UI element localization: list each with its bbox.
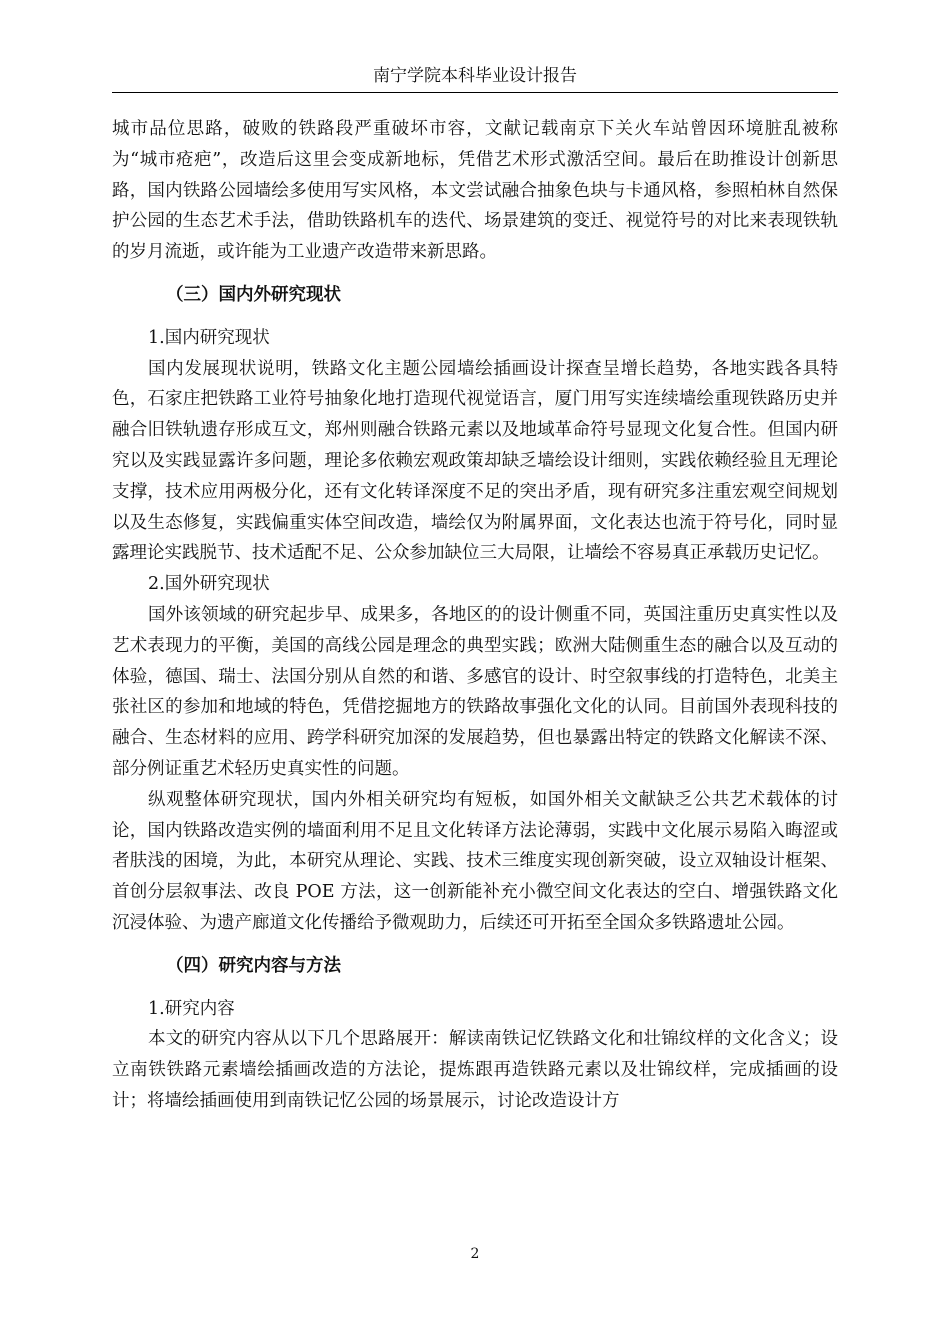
subheading-domestic: 1.国内研究现状 bbox=[148, 327, 270, 348]
page-body bbox=[112, 114, 838, 1117]
paragraph-overview: 纵观整体研究现状，国内外相关研究均有短板，如国外相关文献缺乏公共艺术载体的讨论，国内铁路改造实例的墙面利用不足且文化转译方法论薄弱，实践中文化展示易陷入晦涩或者肤浅的困境，为此，本研究从理论、实践、技术三维度实现创新突破，设立双轴设计框架、首创分层叙事法、改良 POE 方法，这一创新能补充小微空间文化表达的空白、增强铁路文化沉浸体验、为遗产廊道文化传播给予微观助力，后续还可开拓至全国众多铁路遗址公园。 bbox=[112, 789, 838, 933]
paragraph-foreign: 国外该领域的研究起步早、成果多，各地区的的设计侧重不同，英国注重历史真实性以及艺术表现力的平衡，美国的高线公园是理念的典型实践；欧洲大陆侧重生态的融合以及互动的体验，德国、瑞士、法国分别从自然的和谐、多感官的设计、时空叙事线的打造特色，北美主张社区的参加和地域的特色，凭借挖掘地方的铁路故事强化文化的认同。目前国外表现科技的融合、生态材料的应用、跨学科研究加深的发展趋势，但也暴露出特定的铁路文化解读不深、部分例证重艺术轻历史真实性的问题。 bbox=[112, 604, 838, 779]
subheading-foreign: 2.国外研究现状 bbox=[148, 574, 270, 595]
header-divider bbox=[112, 92, 838, 93]
paragraph-intro: 城市品位思路，破败的铁路段严重破坏市容，文献记载南京下关火车站曾因环境脏乱被称为“城市疮疤”，改造后这里会变成新地标，凭借艺术形式激活空间。最后在助推设计创新思路，国内铁路公园墙绘多使用写实风格，本文尝试融合抽象色块与卡通风格，参照柏林自然保护公园的生态艺术手法，借助铁路机车的迭代、场景建筑的变迁、视觉符号的对比来表现铁轨的岁月流逝，或许能为工业遗产改造带来新思路。 bbox=[112, 119, 838, 263]
page-number: 2 bbox=[470, 1246, 480, 1262]
section-heading-3: （三）国内外研究现状 bbox=[166, 284, 341, 305]
paragraph-domestic: 国内发展现状说明，铁路文化主题公园墙绘插画设计探查呈增长趋势，各地实践各具特色，石家庄把铁路工业符号抽象化地打造现代视觉语言，厦门用写实连续墙绘重现铁路历史并融合旧铁轨遗存形成互文，郑州则融合铁路元素以及地域革命符号显现文化复合性。但国内研究以及实践显露许多问题，理论多依赖宏观政策却缺乏墙绘设计细则，实践依赖经验且无理论支撑，技术应用两极分化，还有文化转译深度不足的突出矛盾，现有研究多注重宏观空间规划以及生态修复，实践偏重实体空间改造，墙绘仅为附属界面，文化表达也流于符号化，同时显露理论实践脱节、技术适配不足、公众参加缺位三大局限，让墙绘不容易真正承载历史记忆。 bbox=[112, 358, 838, 564]
section-heading-4: （四）研究内容与方法 bbox=[166, 955, 341, 976]
paragraph-content: 本文的研究内容从以下几个思路展开：解读南铁记忆铁路文化和壮锦纹样的文化含义；设立南铁铁路元素墙绘插画改造的方法论，提炼跟再造铁路元素以及壮锦纹样，完成插画的设计；将墙绘插画使用到南铁记忆公园的场景展示，讨论改造设计方 bbox=[112, 1029, 838, 1111]
running-header: 南宁学院本科毕业设计报告 bbox=[373, 66, 577, 86]
subheading-content: 1.研究内容 bbox=[148, 998, 235, 1019]
